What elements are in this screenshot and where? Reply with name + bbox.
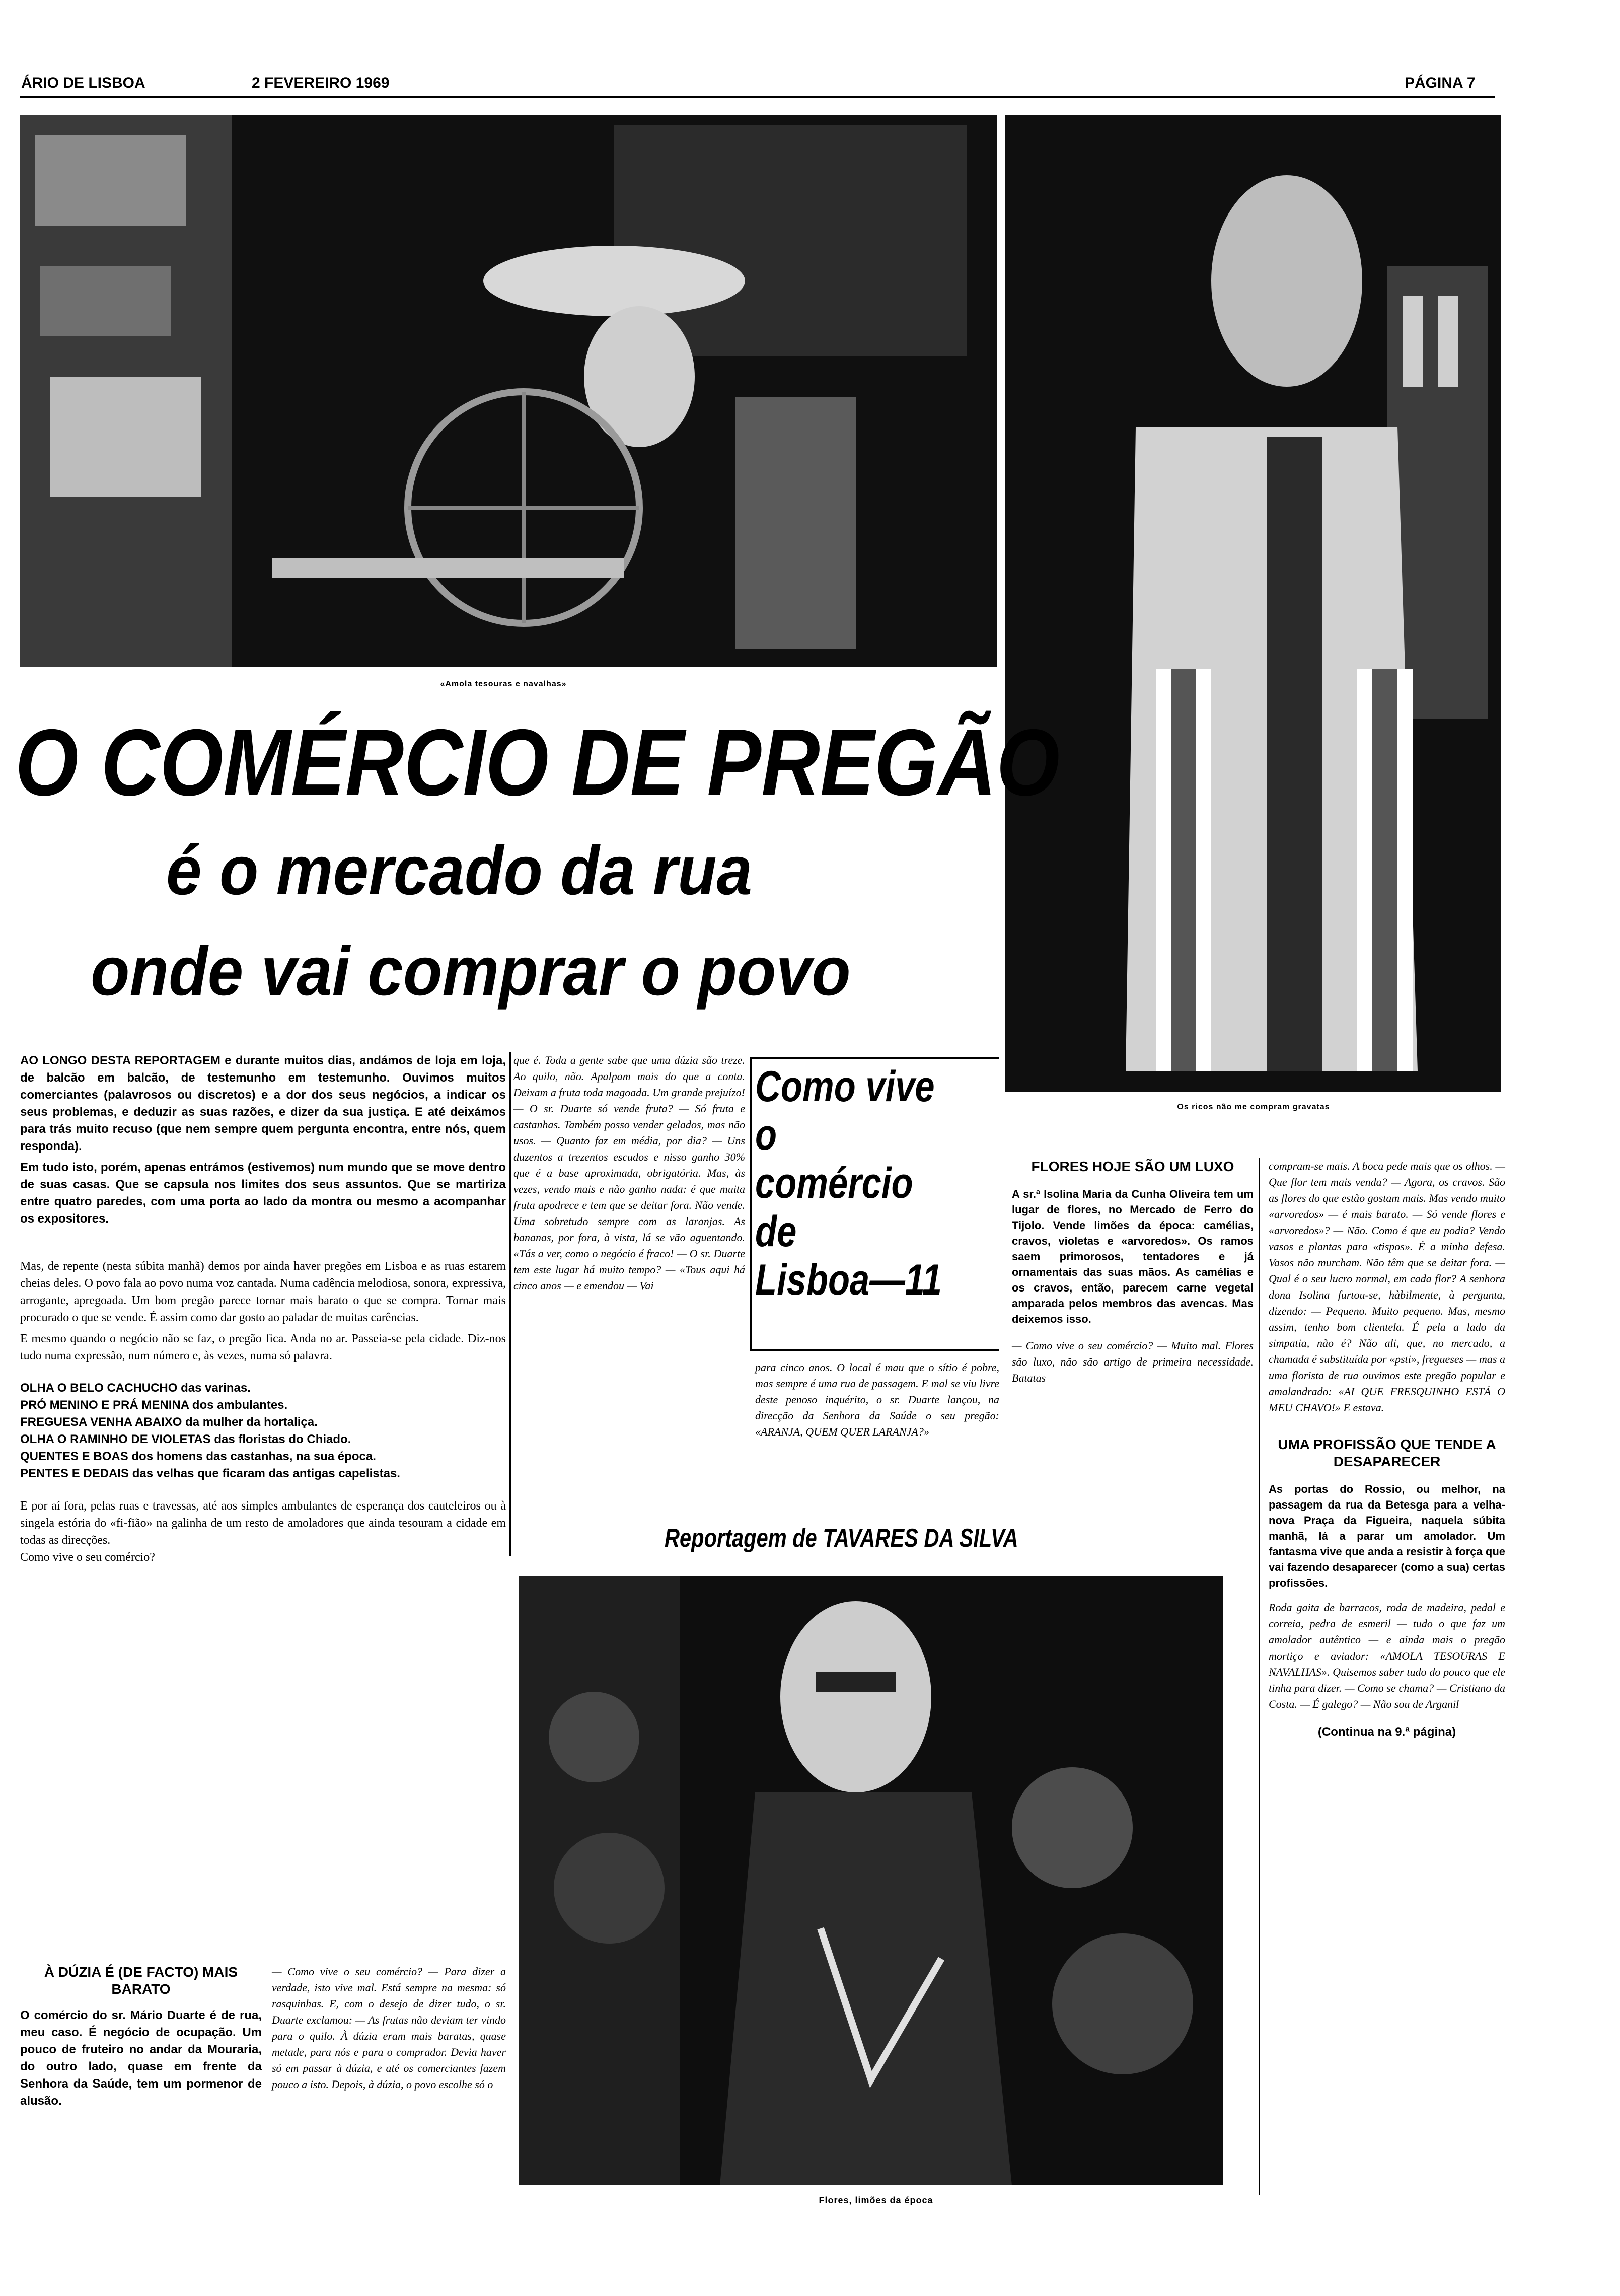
series-box-rule-top (750, 1057, 999, 1059)
duarte-conclusion: para cinco anos. O local é mau que o sítio é pobre, mas sempre é uma rua de passagem. E mal se viu livre deste penoso inquérito, o sr. Duarte lançou, na direcção da Senhora da Saúde o seu pregão: «ARANJA, QUEM QUER LARANJA?» (755, 1361, 999, 1438)
article-question: Como vive o seu comércio? (20, 1551, 155, 1564)
column-rule-right (1259, 1158, 1260, 2195)
photo-flower-seller (519, 1576, 1223, 2185)
section-duzia (20, 1964, 262, 2110)
amolador-dialogue: Roda gaita de barracos, roda de madeira, pedal e correia, pedra de esmeril — tudo o que faz um amolador autêntico — e ainda mais o pregão mortiço e aviador: «AMOLA TESOURAS E NAVALHAS». Quisemos saber tudo do pouco que ele tinha para dizer. — Como se chama? — Cristiano da Costa. — É galego? — Não sou de Arganil (1269, 1601, 1505, 1710)
column-2 (513, 1052, 745, 1294)
isolina-dialogue: compram-se mais. A boca pede mais que os olhos. — Que flor tem mais venda? — Agora, os cravos. São as flores do que estão gostam mais. Mas vendo muito «arvoredos» — é mais barato. — Só vende flores e «arvoredos»? — Não. Como é que eu podia? Vendo vasos e plantas para «tispos». É a minha defesa. Vasos não murcham. Não têm que se deitar fora. — Qual é o seu lucro normal, em cada flor? A senhora dona Isolina furtou-se, hàbilmente, à pergunta, dizendo: — Pequeno. Muito pequeno. Mas, mesmo assim, tenho bom clientela. É pela a lado da simpatia, não é? Não ali, que, no mercado, a chamada é substituída por «psti», fregueses — mas a uma florista de rua ouvimos este pregão popular e amalandrado: «AI QUE FRESQUINHO ESTÁ O MEU CHAVO!» E estava. (1269, 1160, 1505, 1414)
headline-line-2: é o mercado da rua (166, 832, 753, 909)
caption-knife-grinder: «Amola tesouras e navalhas» (440, 680, 567, 688)
column-3 (755, 1359, 999, 1440)
series-title-line: Como vive (755, 1062, 935, 1111)
column-rule (509, 1052, 511, 1556)
street-cry: PENTES E DEDAIS das velhas que ficaram das antigas capelistas. (20, 1467, 400, 1480)
page-number: PÁGINA 7 (1405, 75, 1476, 91)
byline: Reportagem de TAVARES DA SILVA (665, 1524, 1018, 1553)
subhead-profissao: UMA PROFISSÃO QUE TENDE A DESAPARECER (1278, 1437, 1496, 1469)
column-1 (20, 1052, 506, 1566)
series-box-rule-bottom (750, 1349, 999, 1351)
flores-lead: A sr.ª Isolina Maria da Cunha Oliveira tem um lugar de flores, no Mercado de Ferro do Tijolo. Vende limões da época: camélias, cravos, violetas e «arvoredos». Os ramos saem primorosos, tentadores e já ornamentais das suas mãos. As camélias e os cravos, então, parecem carne vegetal amparada pelos membros das avencas. Mas deixemos isso. (1012, 1188, 1254, 1325)
street-cries-list (20, 1380, 506, 1482)
article-paragraph-2: Em tudo isto, porém, apenas entrámos (estivemos) num mundo que se move dentro de suas casas. Que se capsula nos limites dos seus assuntos. Que se martiriza entre quatro paredes, com uma porta ao lado da montra ou mesmo a acompanhar os expositores. (20, 1161, 506, 1226)
caption-tie-vendor: Os ricos não me compram gravatas (1177, 1103, 1330, 1111)
subhead-flores: FLORES HOJE SÃO UM LUXO (1031, 1159, 1234, 1174)
photo-knife-grinder (20, 115, 997, 667)
duzia-lead: O comércio do sr. Mário Duarte é de rua, meu caso. É negócio de ocupação. Um pouco de fruteiro no andar da Mouraria, do outro lado, quase em frente da Senhora da Saúde, tem um pormenor de alusão. (20, 2008, 262, 2108)
article-paragraph-5: E por aí fora, pelas ruas e travessas, até aos simples ambulantes de esperança dos cauteleiros ou à singela estória do «fi-fião» na galinha de um resto de amoladores que ainda tesouram a cidade em todas as direcções. (20, 1499, 506, 1547)
profissao-lead: As portas do Rossio, ou melhor, na passagem da rua da Betesga para a velha-nova Praça da Figueira, naquela súbita manhã, lá a parar um amolador. Um fantasma vive que anda a resistir à força que vai fazendo desaparecer (como a sua) certas profissões. (1269, 1483, 1505, 1589)
series-title-line: Lisboa—11 (755, 1256, 942, 1304)
series-box-rule-left (750, 1057, 752, 1349)
flores-dialogue: — Como vive o seu comércio? — Muito mal. Flores são luxo, não são artigo de primeira necessidade. Batatas (1012, 1339, 1254, 1384)
series-title-line: de (755, 1207, 797, 1256)
series-title-line: comércio (755, 1159, 913, 1207)
duarte-dialogue: que é. Toda a gente sabe que uma dúzia são treze. Ao quilo, não. Apalpam mais do que a conta. Deixam a fruta toda magoada. Um grande prejuízo! — O sr. Duarte só vende fruta? — Só fruta e castanhas. Também posso vender gelados, mas não usos. — Quanto faz em média, por dia? — Uns duzentos a trezentos escudos e nisso ganho 30% que é a base aproximada, obrigatória. Mas, às vezes, vendo mais e não ganho nada: é que muita fruta apodrece e tem que se deitar fora. Não vende. Uma sobretudo sempre com as laranjas. As bananas, por fora, à vista, lá se vão aguentando. «Tás a ver, como o negócio é fraco! — O sr. Duarte tem este lugar há muito tempo? — «Tous aqui há cinco anos — e emendou — Vai (513, 1054, 745, 1292)
continued-note: (Continua na 9.ª página) (1317, 1725, 1456, 1739)
newspaper-name: ÁRIO DE LISBOA (21, 75, 145, 91)
article-paragraph-4: E mesmo quando o negócio não se faz, o pregão fica. Anda no ar. Passeia-se pela cidade. Diz-nos tudo numa expressão, num número e, às vezes, numa só palavra. (20, 1332, 506, 1362)
caption-flower-seller: Flores, limões da época (819, 2195, 933, 2205)
street-cry: FREGUESA VENHA ABAIXO da mulher da hortaliça. (20, 1415, 318, 1429)
photo-tie-vendor (1005, 115, 1501, 1092)
article-lead: AO LONGO DESTA REPORTAGEM e durante muitos dias, andámos de loja em loja, de balcão em balcão, de testemunho em testemunho. Ouvimos muitos comerciantes (palavrosos ou discretos) e a dor dos seus negócios, a indicar os seus problemas, e deduzir as suas razões, e dizer da sua justiça. E até deixámos para trás muito recuso (que nem sempre quem pergunta encontra, entre nós, quem responda). (20, 1054, 506, 1153)
column-4 (1012, 1158, 1254, 1386)
section-duzia-cont (272, 1964, 506, 2093)
issue-date: 2 FEVEREIRO 1969 (252, 75, 390, 91)
header-rule (20, 96, 1495, 98)
headline-line-3: onde vai comprar o povo (91, 932, 851, 1010)
street-cry: OLHA O BELO CACHUCHO das varinas. (20, 1381, 251, 1395)
street-cry: QUENTES E BOAS dos homens das castanhas, na sua época. (20, 1450, 376, 1463)
subhead-duzia: À DÚZIA É (DE FACTO) MAIS BARATO (44, 1964, 238, 1997)
street-cry: OLHA O RAMINHO DE VIOLETAS das floristas do Chiado. (20, 1432, 351, 1446)
street-cry: PRÓ MENINO E PRÁ MENINA dos ambulantes. (20, 1398, 288, 1412)
headline-line-1: O COMÉRCIO DE PREGÃO (15, 709, 1060, 815)
article-paragraph-3: Mas, de repente (nesta súbita manhã) demos por ainda haver pregões em Lisboa e as ruas estarem cheias deles. O povo fala ao povo numa voz cantada. Numa cadência melodiosa, sonora, expressiva, arrogante, apregoada. Um bom pregão parece tornar mais barato o que se compra. Tornar mais procurado o que se vende. É assim como dar gosto ao paladar de muitas carências. (20, 1260, 506, 1324)
column-5 (1269, 1158, 1505, 1741)
series-title-box (755, 1062, 997, 1324)
series-title-line: o (755, 1111, 777, 1159)
duzia-dialogue: — Como vive o seu comércio? — Para dizer a verdade, isto vive mal. Está sempre na mesma: só rasquinhas. E, com o desejo de dizer tudo, o sr. Duarte exclamou: — As frutas não deviam ter vindo para o quilo. À dúzia eram mais baratas, quase metade, para nós e para o comprador. Devia haver só em passar à dúzia, e até os comerciantes fazem pouco a isto. Depois, à dúzia, o povo escolhe só o (272, 1965, 506, 2091)
